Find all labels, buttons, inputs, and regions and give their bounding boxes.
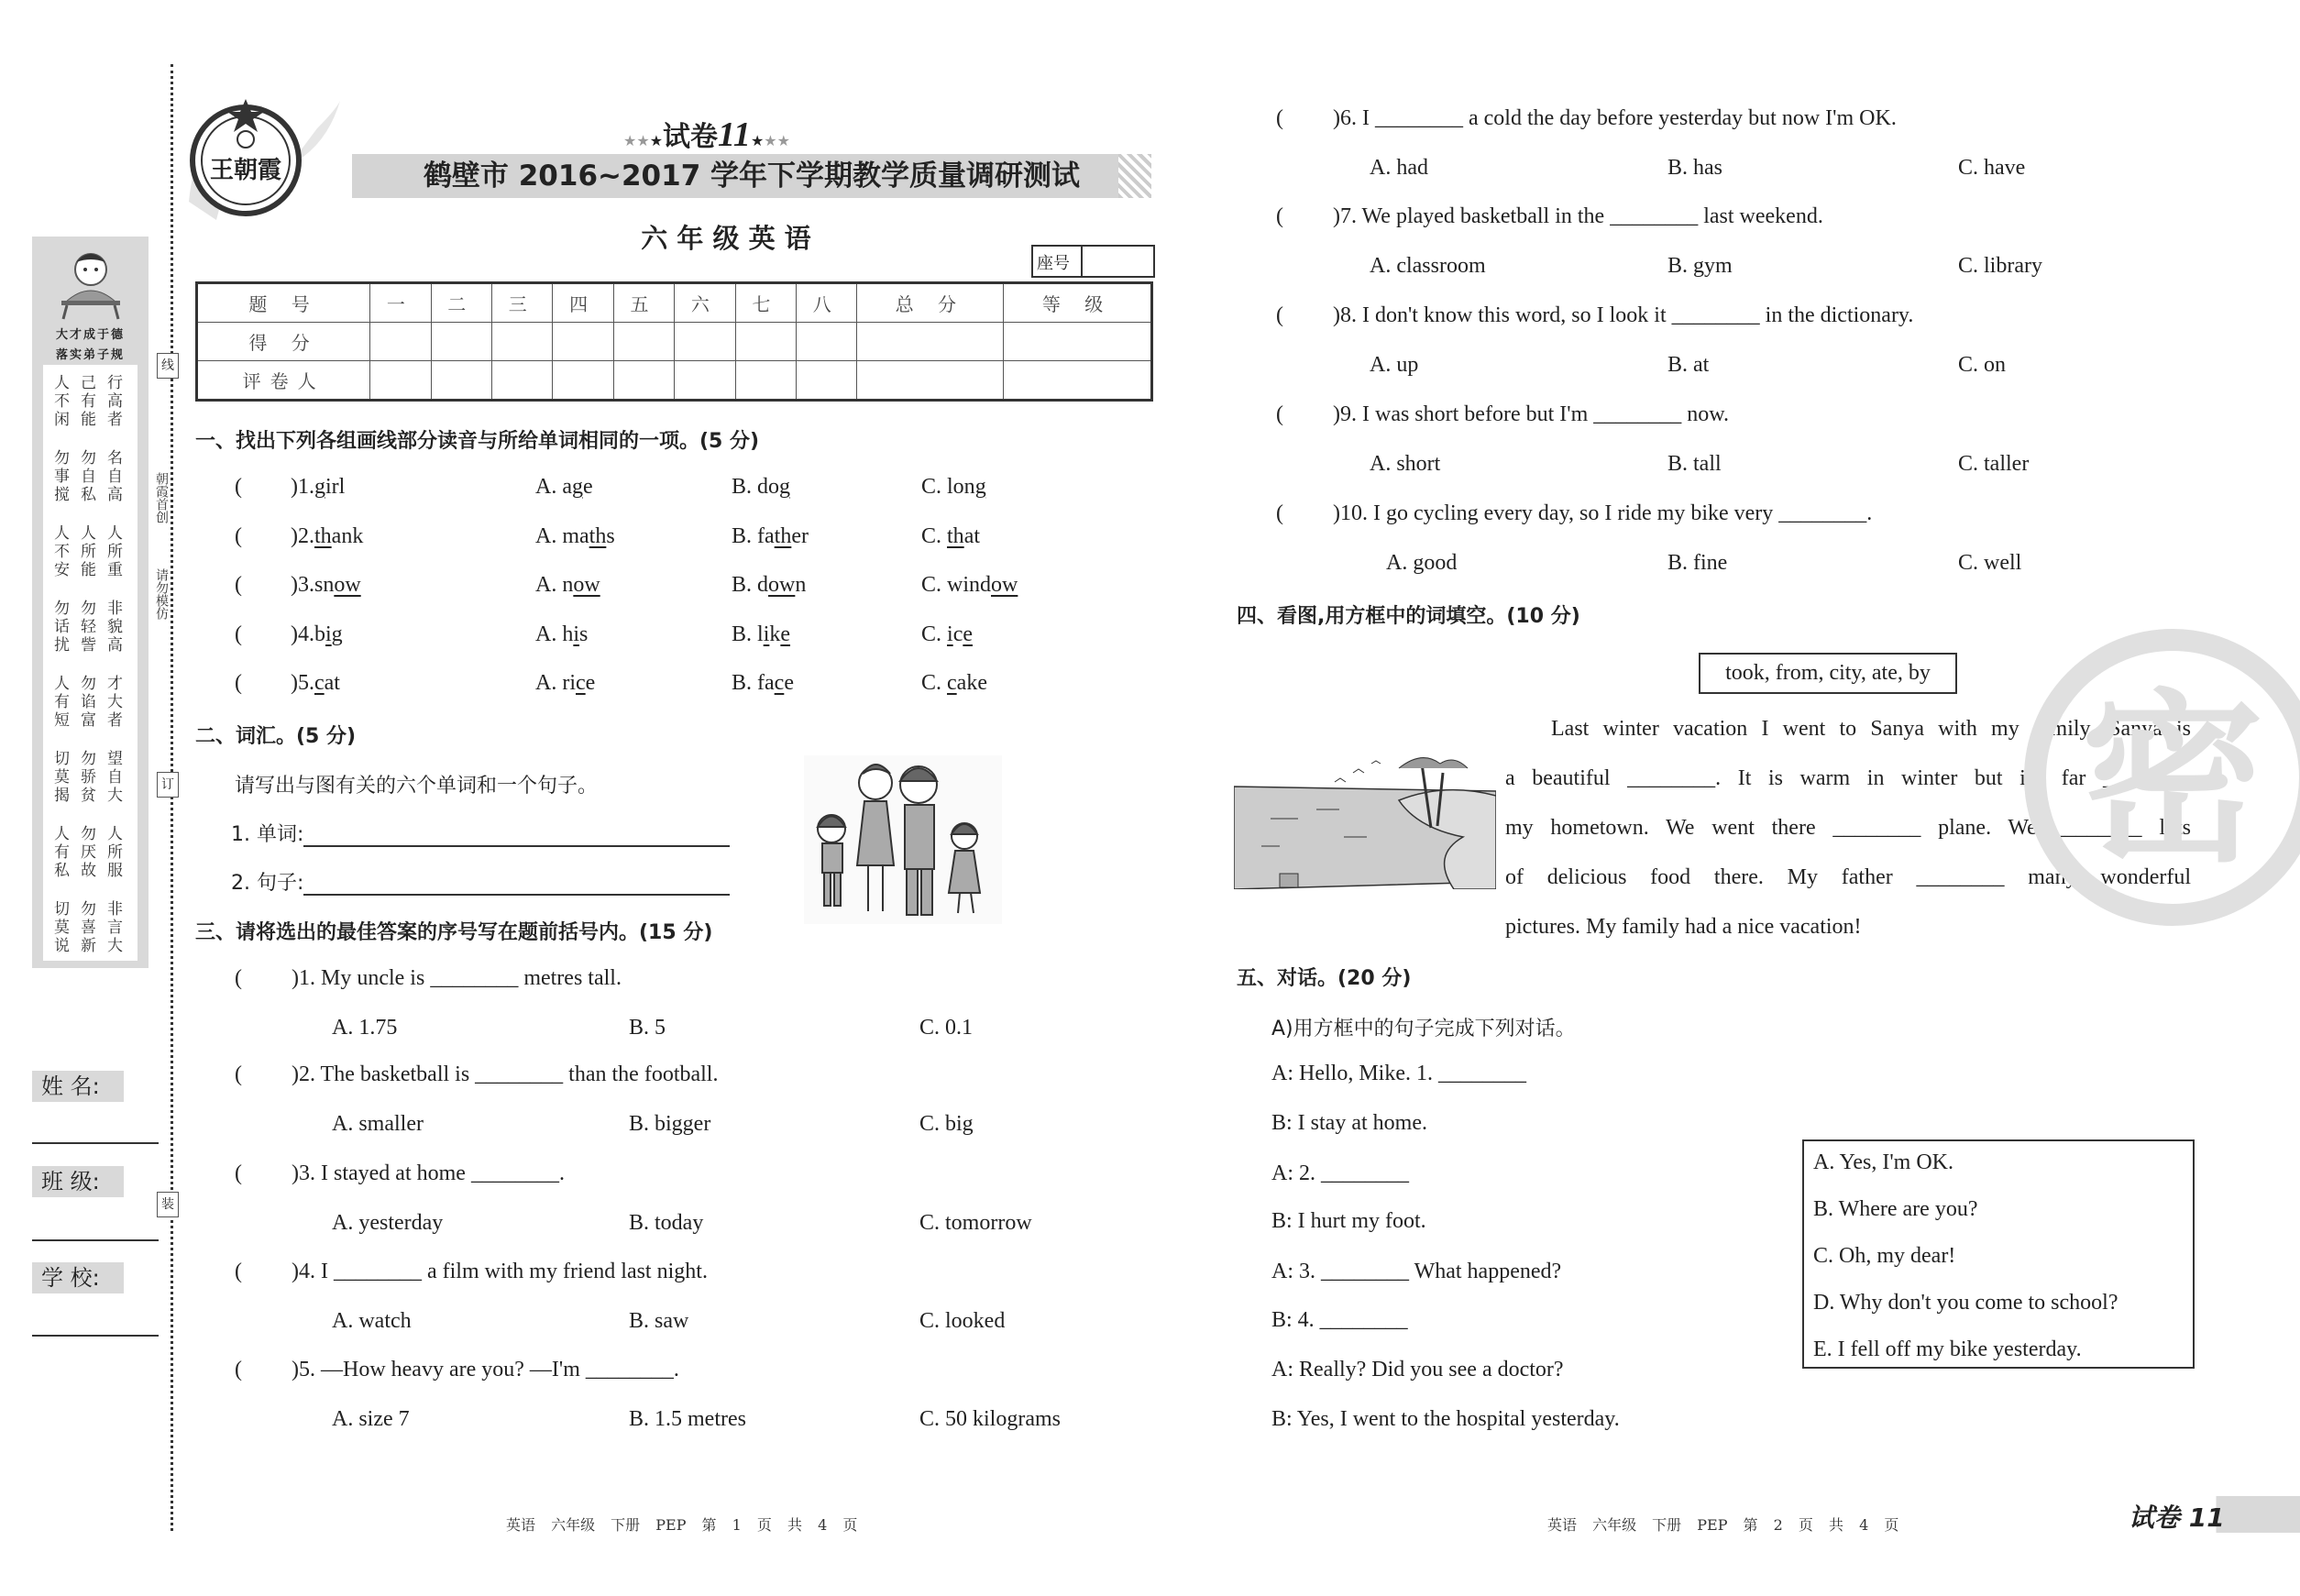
name-label: 姓 名: <box>32 1071 124 1102</box>
poem-line: 私故服 <box>54 862 134 880</box>
word-part: n <box>795 573 807 597</box>
option-a: A. had <box>1370 156 1428 180</box>
option-c: C. looked <box>919 1309 1006 1333</box>
option-c: C. big <box>919 1112 974 1136</box>
dialogue-option: B. Where are you? <box>1813 1197 1978 1221</box>
poem-line: 莫喜言 <box>54 919 134 937</box>
underlined-letters: th <box>589 524 607 548</box>
score-header-cell: 三 <box>492 283 553 323</box>
question-number: 4. <box>298 622 314 646</box>
score-cell[interactable] <box>735 323 796 361</box>
poem-line: 莫骄自 <box>54 768 134 787</box>
option-c: C. taller <box>1958 452 2030 476</box>
option-c: C. on <box>1958 353 2007 377</box>
word-part: wind <box>947 573 992 597</box>
section1-heading: 一、找出下列各组画线部分读音与所给单词相同的一项。(5 分) <box>195 430 760 453</box>
question-number: 5. <box>298 671 314 695</box>
option-b: B. bigger <box>629 1112 711 1136</box>
words-answer-row[interactable] <box>231 819 730 847</box>
word-part: at <box>324 671 340 695</box>
footer-page-1: 英语 六年级 下册 PEP 第 1 页 共 4 页 <box>506 1516 858 1534</box>
word-part: a <box>562 475 572 499</box>
question-number: 1. <box>298 475 314 499</box>
dialogue-option: D. Why don't you come to school? <box>1813 1291 2118 1315</box>
dialogue-option: E. I fell off my bike yesterday. <box>1813 1337 2082 1361</box>
passage-line: a beautiful ________. It is warm in winter but it's far ________ <box>1505 766 2191 790</box>
score-cell[interactable] <box>431 361 491 401</box>
answer-bracket[interactable]: ( <box>1276 106 1283 130</box>
option-a: A. maths <box>535 524 615 548</box>
question-text: )5. —How heavy are you? —I'm ________. <box>292 1358 679 1381</box>
score-cell[interactable] <box>797 361 857 401</box>
school-input-line[interactable] <box>32 1335 159 1337</box>
underlined-letters: i <box>325 622 332 646</box>
question-number: 2. <box>298 524 314 548</box>
poem-line: 闲能者 <box>54 411 134 429</box>
words-answer-line[interactable] <box>303 827 730 847</box>
score-header-cell: 总 分 <box>857 283 1004 323</box>
score-cell[interactable] <box>553 361 613 401</box>
option-a: A. classroom <box>1370 254 1486 278</box>
family-picture <box>804 755 1002 924</box>
word-part: e <box>585 671 596 695</box>
seat-number-box[interactable] <box>1031 245 1155 278</box>
option-b: B. today <box>629 1211 704 1235</box>
answer-bracket[interactable]: ( <box>1276 402 1283 426</box>
score-row-label: 得 分 <box>197 323 370 361</box>
score-header-cell: 题 号 <box>197 283 370 323</box>
underlined-word <box>947 671 987 695</box>
poem-line: 说新大 <box>54 937 134 955</box>
class-label: 班 级: <box>32 1166 124 1197</box>
score-cell[interactable] <box>675 323 735 361</box>
underlined-letters: c <box>947 671 957 695</box>
word-part: e <box>583 475 593 499</box>
question-number: 3. <box>298 573 314 597</box>
word-part: c <box>952 622 963 646</box>
answer-bracket[interactable]: ( <box>235 966 242 990</box>
score-header-cell: 七 <box>735 283 796 323</box>
poem-line: 人人人 <box>54 524 134 543</box>
option-c: C. cake <box>921 671 987 695</box>
underlined-letters: g <box>572 475 583 499</box>
word-bank-box: took, from, city, ate, by <box>1699 653 1957 694</box>
question-word: )4.big <box>291 622 343 646</box>
score-table-row <box>197 323 1152 361</box>
poem-group <box>50 900 138 955</box>
underlined-word <box>314 524 363 548</box>
word-part: ank <box>331 524 364 548</box>
poem-line: 勿勿非 <box>54 600 134 618</box>
underlined-word <box>757 475 790 499</box>
score-header-cell: 五 <box>613 283 674 323</box>
publisher-logo <box>180 92 345 229</box>
score-cell[interactable] <box>492 323 553 361</box>
poem-line: 揭贫大 <box>54 787 134 805</box>
paper-badge <box>2090 1496 2300 1533</box>
score-cell[interactable] <box>1004 323 1152 361</box>
poem-line: 搅私高 <box>54 486 134 504</box>
dialogue-line: A: Hello, Mike. 1. ________ <box>1271 1062 1526 1085</box>
poem-line: 有厌所 <box>54 843 134 862</box>
answer-bracket[interactable]: ( <box>235 524 242 548</box>
poem-line: 有谄大 <box>54 693 134 711</box>
binding-mark-pack: 装 <box>157 1192 179 1217</box>
score-table-header-row <box>197 283 1152 323</box>
answer-bracket[interactable]: ( <box>235 1260 242 1283</box>
section5-heading: 五、对话。(20 分) <box>1237 967 1412 990</box>
word-part: b <box>314 622 325 646</box>
question-text: )2. The basketball is ________ than the football. <box>292 1062 719 1086</box>
score-row-label: 评卷人 <box>197 361 370 401</box>
question-text: )3. I stayed at home ________. <box>292 1161 565 1185</box>
poem-line: 人勿人 <box>54 825 134 843</box>
word-part: ma <box>562 524 589 548</box>
answer-bracket[interactable]: ( <box>235 1358 242 1381</box>
notice-no-copy: 请勿模仿 <box>154 568 169 620</box>
option-c: C. well <box>1958 551 2022 575</box>
poem-group <box>50 600 138 655</box>
option-b: B. has <box>1667 156 1722 180</box>
answer-bracket[interactable]: ( <box>235 475 242 499</box>
option-b: B. saw <box>629 1309 689 1333</box>
underlined-word <box>562 475 592 499</box>
section4-heading: 四、看图,用方框中的词填空。(10 分) <box>1237 605 1580 628</box>
option-a: A. size 7 <box>332 1407 410 1431</box>
dialogue-option: A. Yes, I'm OK. <box>1813 1150 1954 1174</box>
section3-heading: 三、请将选出的最佳答案的序号写在题前括号内。(15 分) <box>195 921 713 944</box>
option-a: A. up <box>1370 353 1419 377</box>
question-text: )8. I don't know this word, so I look it ________ in the dictionary. <box>1333 303 1914 327</box>
dialogue-line: B: I stay at home. <box>1271 1111 1427 1135</box>
paper-number-label: ★★★试卷11★★★ <box>623 116 790 154</box>
score-cell[interactable] <box>857 361 1004 401</box>
binding-mark-line: 线 <box>157 353 179 379</box>
option-b: B. face <box>732 671 794 695</box>
option-b: B. tall <box>1667 452 1722 476</box>
binding-mark-order: 订 <box>157 772 179 798</box>
section2-heading: 二、词汇。(5 分) <box>195 725 357 748</box>
poem-line: 勿勿名 <box>54 449 134 468</box>
question-text: )4. I ________ a film with my friend last night. <box>292 1260 708 1283</box>
underlined-letters: g <box>974 475 986 499</box>
dialogue-line: A: Really? Did you see a doctor? <box>1271 1358 1564 1381</box>
sentence-answer-line[interactable] <box>303 875 730 896</box>
poem-line: 安能重 <box>54 561 134 579</box>
poem-line: 人勿才 <box>54 675 134 693</box>
underlined-word <box>562 622 588 646</box>
option-c: C. library <box>1958 254 2042 278</box>
school-label: 学 校: <box>32 1262 124 1293</box>
poem-panel <box>43 365 138 961</box>
underlined-letters: th <box>774 524 792 548</box>
question-text: )1. My uncle is ________ metres tall. <box>292 966 622 990</box>
word-part: l <box>757 622 764 646</box>
option-a: A. yesterday <box>332 1211 444 1235</box>
option-a: A. rice <box>535 671 596 695</box>
student-reading-icon <box>58 246 124 321</box>
score-table <box>195 281 1153 402</box>
word-part: at <box>963 524 981 548</box>
underlined-word <box>314 622 343 646</box>
word-part: irl <box>325 475 346 499</box>
option-b: B. down <box>732 573 807 597</box>
underlined-word <box>562 671 595 695</box>
option-b: B. like <box>732 622 791 646</box>
option-b: B. father <box>732 524 809 548</box>
underlined-letters: i <box>763 622 770 646</box>
word-part: er <box>791 524 809 548</box>
underlined-word <box>314 475 345 499</box>
option-c: C. 0.1 <box>919 1016 974 1040</box>
score-cell[interactable] <box>613 361 674 401</box>
poem-group <box>50 449 138 504</box>
score-cell[interactable] <box>431 323 491 361</box>
word-part: s <box>579 622 589 646</box>
question-word: )1.girl <box>291 475 346 499</box>
poem-group <box>50 374 138 429</box>
underlined-letters: ow <box>991 573 1018 597</box>
answer-bracket[interactable]: ( <box>235 671 242 695</box>
section5-instruction: A)用方框中的句子完成下列对话。 <box>1271 1018 1576 1040</box>
score-cell[interactable] <box>857 323 1004 361</box>
answer-bracket[interactable]: ( <box>235 622 242 646</box>
underlined-letters: c <box>314 671 325 695</box>
subject-title: 六 年 级 英 语 <box>641 223 811 254</box>
answer-bracket[interactable]: ( <box>1276 501 1283 525</box>
underlined-word <box>562 524 614 548</box>
underlined-word <box>314 671 340 695</box>
underlined-letters: th <box>947 524 964 548</box>
underlined-word <box>947 622 973 646</box>
score-table-row <box>197 361 1152 401</box>
poem-group <box>50 675 138 730</box>
option-b: B. dog <box>732 475 791 499</box>
score-header-cell: 八 <box>797 283 857 323</box>
poem-line: 短富者 <box>54 711 134 730</box>
dialogue-line: A: 3. ________ What happened? <box>1271 1260 1562 1283</box>
question-word: )5.cat <box>291 671 340 695</box>
word-part: k <box>769 622 781 646</box>
seat-number-label: 座号 <box>1037 254 1070 273</box>
score-header-cell: 二 <box>431 283 491 323</box>
underlined-letters: ow <box>573 573 600 597</box>
question-word: )3.snow <box>291 573 361 597</box>
beach-picture <box>1234 745 1496 889</box>
poem-line: 不有高 <box>54 392 134 411</box>
question-text: )7. We played basketball in the ________ last weekend. <box>1333 204 1823 228</box>
score-header-cell: 等 级 <box>1004 283 1152 323</box>
underlined-word <box>757 622 790 646</box>
class-input-line[interactable] <box>32 1239 159 1241</box>
word-part: lon <box>947 475 975 499</box>
dialogue-line: B: I hurt my foot. <box>1271 1209 1426 1233</box>
poem-line: 切勿望 <box>54 750 134 768</box>
answer-bracket[interactable]: ( <box>235 573 242 597</box>
option-b: B. 1.5 metres <box>629 1407 746 1431</box>
footer-page-2: 英语 六年级 下册 PEP 第 2 页 共 4 页 <box>1547 1516 1899 1534</box>
name-input-line[interactable] <box>32 1142 159 1144</box>
word-part: do <box>757 475 780 499</box>
word-part: ake <box>956 671 987 695</box>
score-cell[interactable] <box>797 323 857 361</box>
underlined-word <box>562 573 600 597</box>
sentence-answer-row[interactable] <box>231 867 730 896</box>
word-part: e <box>784 671 794 695</box>
word-part: d <box>757 573 769 597</box>
option-a: A. good <box>1386 551 1458 575</box>
score-cell[interactable] <box>492 361 553 401</box>
score-cell[interactable] <box>370 361 431 401</box>
sidebar-panel <box>32 237 149 968</box>
underlined-word <box>947 475 986 499</box>
option-c: C. long <box>921 475 986 499</box>
passage-line: my hometown. We went there ________ plane. We ________ lots <box>1505 816 2191 840</box>
score-cell[interactable] <box>1004 361 1152 401</box>
underlined-letters: g <box>779 475 791 499</box>
underlined-letters: ow <box>768 573 796 597</box>
option-b: B. fine <box>1667 551 1728 575</box>
answer-bracket[interactable]: ( <box>1276 204 1283 228</box>
sentence-label: 2. 句子: <box>231 872 304 895</box>
section2-instruction: 请写出与图有关的六个单词和一个句子。 <box>235 775 599 798</box>
word-part: g <box>331 622 343 646</box>
poem-line: 扰訾高 <box>54 636 134 655</box>
underlined-letters: i <box>947 622 953 646</box>
score-header-cell: 四 <box>553 283 613 323</box>
dialogue-option: C. Oh, my dear! <box>1813 1244 1956 1268</box>
score-cell[interactable] <box>675 361 735 401</box>
poem-group <box>50 825 138 880</box>
option-a: A. now <box>535 573 600 597</box>
poem-line: 不所所 <box>54 543 134 561</box>
word-part: s <box>606 524 615 548</box>
underlined-word <box>947 524 980 548</box>
svg-text:密: 密 <box>2080 674 2265 887</box>
poem-group <box>50 750 138 805</box>
poem-line: 话轻貌 <box>54 618 134 636</box>
question-text: )10. I go cycling every day, so I ride my bike very ________. <box>1333 501 1873 525</box>
answer-bracket[interactable]: ( <box>235 1062 242 1086</box>
score-cell[interactable] <box>735 361 796 401</box>
word-part: fa <box>757 671 775 695</box>
option-c: C. ice <box>921 622 973 646</box>
poem-line: 事自自 <box>54 468 134 486</box>
underlined-letters: c <box>774 671 785 695</box>
underlined-word <box>757 573 806 597</box>
score-cell[interactable] <box>553 323 613 361</box>
dialogue-options-box <box>1802 1139 2195 1369</box>
option-a: A. age <box>535 475 593 499</box>
option-b: B. gym <box>1667 254 1733 278</box>
underlined-word <box>757 671 794 695</box>
word-part: n <box>562 573 574 597</box>
words-label: 1. 单词: <box>231 823 304 846</box>
option-a: A. watch <box>332 1309 412 1333</box>
score-header-cell: 一 <box>370 283 431 323</box>
option-c: C. window <box>921 573 1018 597</box>
paper-badge-label: 试卷 11 <box>2129 1502 2225 1533</box>
dialogue-line: B: Yes, I went to the hospital yesterday. <box>1271 1407 1620 1431</box>
answer-bracket[interactable]: ( <box>1276 303 1283 327</box>
option-a: A. his <box>535 622 589 646</box>
option-a: A. 1.75 <box>332 1016 398 1040</box>
word-part: ri <box>562 671 577 695</box>
underlined-word <box>757 524 809 548</box>
poem-line: 人己行 <box>54 374 134 392</box>
motto-line-2: 落实弟子规 <box>55 348 125 362</box>
poem-group <box>50 524 138 579</box>
passage-line: of delicious food there. My father ________ many wonderful <box>1505 865 2191 889</box>
option-c: C. have <box>1958 156 2026 180</box>
underlined-letters: ow <box>334 573 361 597</box>
question-text: )9. I was short before but I'm ________ now. <box>1333 402 1730 426</box>
score-cell[interactable] <box>613 323 674 361</box>
underlined-word <box>314 573 361 597</box>
underlined-letters: e <box>963 622 973 646</box>
logo-text: 王朝霞 <box>209 157 282 184</box>
option-a: A. smaller <box>332 1112 424 1136</box>
score-cell[interactable] <box>370 323 431 361</box>
underlined-letters: th <box>314 524 332 548</box>
option-b: B. 5 <box>629 1016 666 1040</box>
underlined-letters: g <box>314 475 325 499</box>
poem-line: 切勿非 <box>54 900 134 919</box>
underlined-letters: e <box>780 622 791 646</box>
dialogue-line: A: 2. ________ <box>1271 1161 1409 1185</box>
option-c: C. that <box>921 524 981 548</box>
passage-line: pictures. My family had a nice vacation! <box>1505 915 1862 939</box>
word-part: sn <box>314 573 335 597</box>
passage-line: Last winter vacation I went to Sanya with my family. Sanya is <box>1551 717 2191 741</box>
question-word: )2.thank <box>291 524 364 548</box>
underlined-word <box>947 573 1018 597</box>
option-c: C. 50 kilograms <box>919 1407 1061 1431</box>
option-b: B. at <box>1667 353 1710 377</box>
option-c: C. tomorrow <box>919 1211 1032 1235</box>
binding-dotted-line <box>171 64 173 1531</box>
answer-bracket[interactable]: ( <box>235 1161 242 1185</box>
exam-title: 鹤壁市 2016~2017 学年下学期教学质量调研测试 <box>423 160 1081 193</box>
question-text: )6. I ________ a cold the day before yesterday but now I'm OK. <box>1333 106 1897 130</box>
dialogue-line: B: 4. ________ <box>1271 1308 1408 1332</box>
underlined-letters: i <box>573 622 580 646</box>
motto-line-1: 大才成于德 <box>55 328 125 342</box>
notice-original: 朝霞首创 <box>154 472 169 523</box>
confidential-watermark <box>2017 614 2300 963</box>
score-header-cell: 六 <box>675 283 735 323</box>
word-part: h <box>562 622 574 646</box>
underlined-letters: c <box>576 671 586 695</box>
option-a: A. short <box>1370 452 1441 476</box>
word-part: fa <box>757 524 775 548</box>
